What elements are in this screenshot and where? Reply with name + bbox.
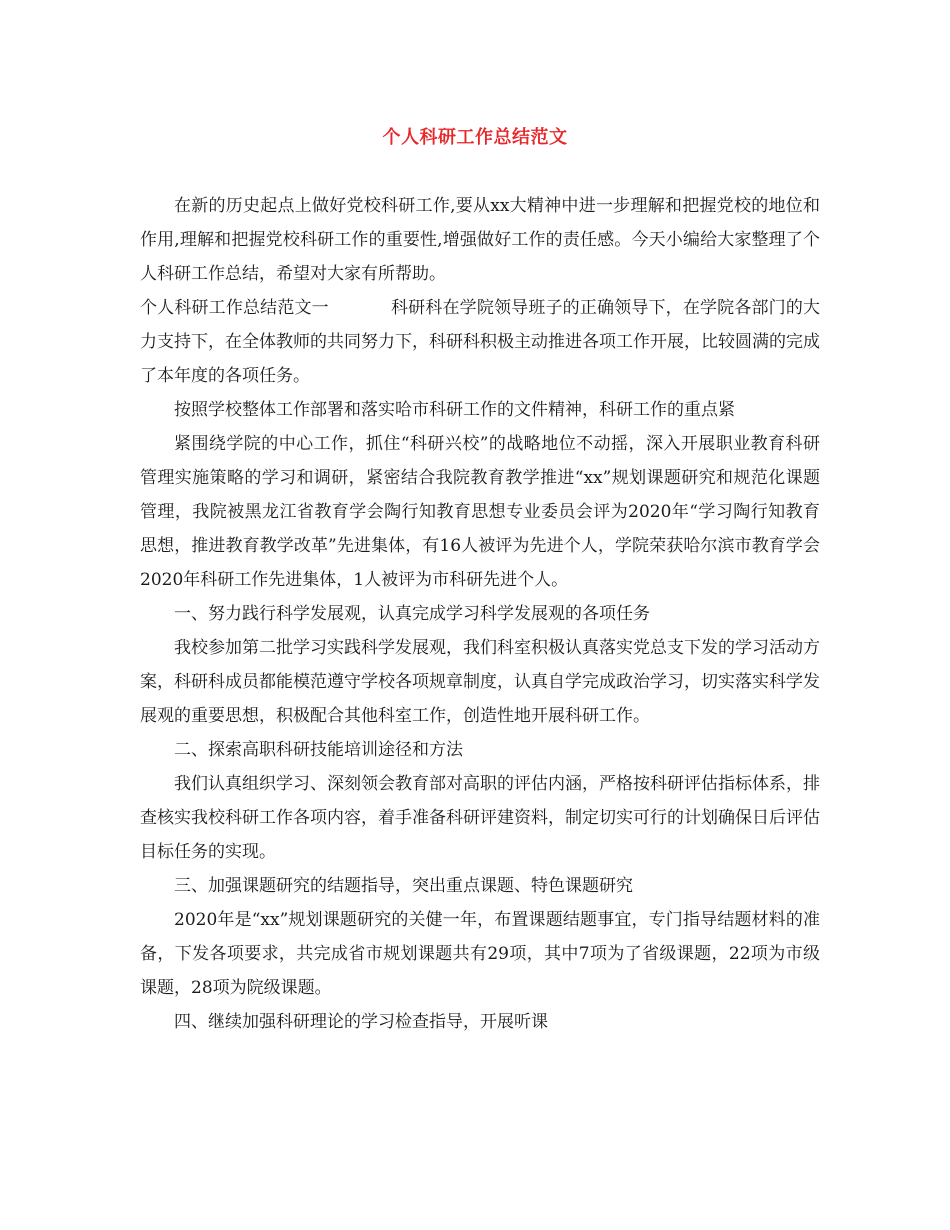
document-title: 个人科研工作总结范文 bbox=[382, 127, 568, 148]
subheading-one: 一、努力践行科学发展观，认真完成学习科学发展观的各项任务 bbox=[174, 604, 650, 624]
section-one-paragraph bbox=[140, 291, 820, 393]
subheading-four: 四、继续加强科研理论的学习检查指导，开展听课 bbox=[174, 1012, 548, 1032]
body-paragraph: 紧围绕学院的中心工作，抓住“科研兴校”的战略地位不动摇，深入开展职业教育科研管理实施策略的学习和调研，紧密结合我院教育教学推进“xx”规划课题研究和规范化课题管理，我院被黑龙江省教育学会陶行知教育思想专业委员会评为2020年“学习陶行知教育思想，推进教育教学改革”先进集体，有16人被评为先进个人，学院荣获哈尔滨市教育学会2020年科研工作先进集体，1人被评为市科研先进个人。 bbox=[140, 434, 820, 590]
body-paragraph: 按照学校整体工作部署和落实哈市科研工作的文件精神，科研工作的重点紧 bbox=[174, 400, 735, 420]
subheading-two: 二、探索高职科研技能培训途径和方法 bbox=[174, 740, 463, 760]
subheading-three: 三、加强课题研究的结题指导，突出重点课题、特色课题研究 bbox=[174, 876, 633, 896]
section-heading: 个人科研工作总结范文一 bbox=[140, 298, 329, 318]
document-body bbox=[140, 189, 820, 1039]
body-paragraph: 我校参加第二批学习实践科学发展观，我们科室积极认真落实党总支下发的学习活动方案，科研科成员都能模范遵守学校各项规章制度，认真自学完成政治学习，切实落实科学发展观的重要思想，积极配合其他科室工作，创造性地开展科研工作。 bbox=[140, 638, 820, 726]
body-paragraph: 我们认真组织学习、深刻领会教育部对高职的评估内涵，严格按科研评估指标体系，排查核实我校科研工作各项内容，着手准备科研评建资料，制定切实可行的计划确保日后评估目标任务的实现。 bbox=[140, 774, 820, 862]
section-one-text: 科研科在学院领导班子的正确领导下，在学院各部门的大力支持下，在全体教师的共同努力下，科研科积极主动推进各项工作开展，比较圆满的完成了本年度的各项任务。 bbox=[140, 298, 821, 386]
intro-paragraph: 在新的历史起点上做好党校科研工作,要从xx大精神中进一步理解和把握党校的地位和作用,理解和把握党校科研工作的重要性,增强做好工作的责任感。今天小编给大家整理了个人科研工作总结，希望对大家有所帮助。 bbox=[140, 196, 820, 284]
body-paragraph: 2020年是“xx”规划课题研究的关健一年，布置课题结题事宜，专门指导结题材料的准备，下发各项要求，共完成省市规划课题共有29项，其中7项为了省级课题，22项为市级课题，28项为院级课题。 bbox=[140, 910, 820, 998]
